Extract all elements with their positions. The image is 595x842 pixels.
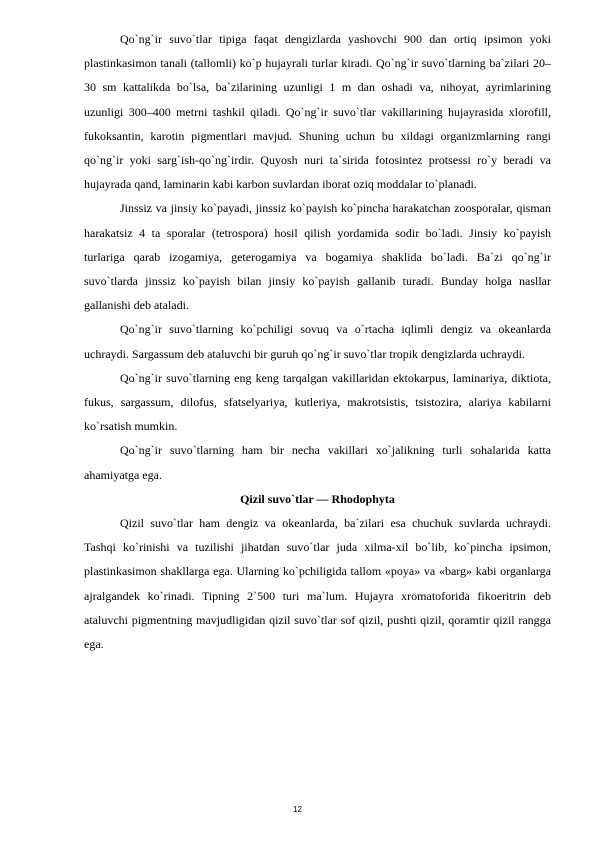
paragraph-distribution: Qo`ng`ir suvo`tlarning ko`pchiligi sovuq va o`rtacha iqlimli dengiz va okeanlarda uchraydi. Sargassum deb ataluvchi bir guruh qo`ng`ir suvo`tlar tropik dengizlarda uchraydi. xyxy=(84,322,551,361)
paragraph-reproduction: Jinssiz va jinsiy ko`payadi, jinssiz ko`payish ko`pincha harakatchan zoosporalar, qisman harakatsiz 4 ta sporalar (tetrospora) hosil qilish yordamida sodir bo`ladi. Jinsiy ko`payish turlariga qarab izogamiya, geterogamiya va bogamiya shaklida bo`ladi. Ba`zi qo`ng`ir suvo`tlarda jinssiz ko`payish bilan jinsiy ko`payish gallanib turadi. Bunday holga nasllar gallanishi deb ataladi. xyxy=(84,201,551,313)
paragraph-brown-algae-intro: Qo`ng`ir suvo`tlar tipiga faqat dengizlarda yashovchi 900 dan ortiq ipsimon yoki plastinkasimon tanali (tallomli) ko`p hujayrali turlar kiradi. Qo`ng`ir suvo`tlarning ba`zilari 20–30 sm kattalikda bo`lsa, ba`zilarining uzunligi 1 m dan oshadi va, nihoyat, ayrimlarining uzunligi 300–400 metrni tashkil qiladi. Qo`ng`ir suvo`tlar vakillarining hujayrasida xlorofill, fukoksantin, karotin pigmentlari mavjud. Shuning uchun bu xildagi organizmlarning rangi qo`ng`ir yoki sarg`ish-qo`ng`irdir. Quyosh nuri ta`sirida fotosintez protsessi ro`y beradi va hujayrada qand, laminarin kabi karbon suvlardan iborat oziq moddalar to`planadi. xyxy=(84,32,551,192)
page-number: 12 xyxy=(293,805,302,814)
document-page xyxy=(84,27,551,656)
paragraph-importance: Qo`ng`ir suvo`tlarning ham bir necha vakillari xo`jalikning turli sohalarida katta ahamiyatga ega. xyxy=(84,443,551,482)
section-heading: Qizil suvo`tlar — Rhodophyta xyxy=(240,491,395,506)
paragraph-red-algae-intro: Qizil suvo`tlar ham dengiz va okeanlarda, ba`zilari esa chuchuk suvlarda uchraydi. Tashqi ko`rinishi va tuzilishi jihatdan suvo`tlar juda xilma-xil bo`lib, ko`pincha ipsimon, plastinkasimon shakllarga ega. Ularning ko`pchiligida tallom «poya» va «barg» kabi organlarga ajralgandek ko`rinadi. Tipning 2`500 turi ma`lum. Hujayra xromatoforida fikoeritrin deb ataluvchi pigmentning mavjudligidan qizil suvo`tlar sof qizil, pushti qizil, qoramtir qizil rangga ega. xyxy=(84,516,551,652)
paragraph-representatives: Qo`ng`ir suvo`tlarning eng keng tarqalgan vakillaridan ektokarpus, laminariya, diktiota, fukus, sargassum, dilofus, sfatselyariya, kutleriya, makrotsistis, tsistozira, alariya kabilarni ko`rsatish mumkin. xyxy=(84,370,551,434)
